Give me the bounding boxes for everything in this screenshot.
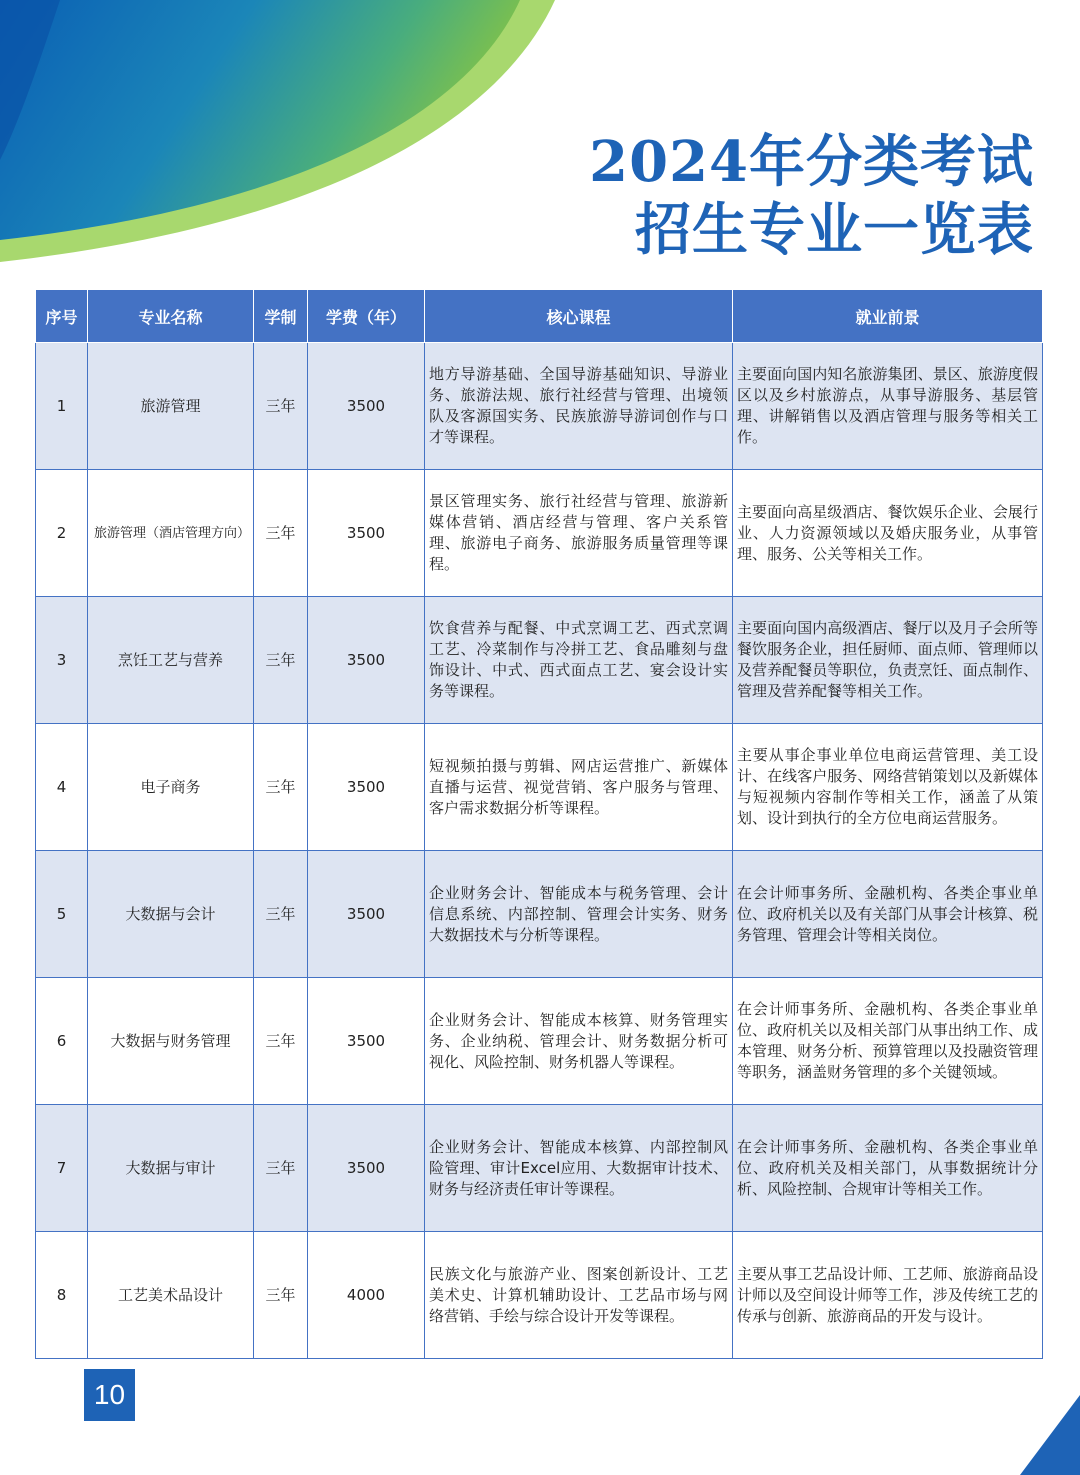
col-header-duration: 学制: [254, 290, 308, 343]
cell-courses: 短视频拍摄与剪辑、网店运营推广、新媒体直播与运营、视觉营销、客户服务与管理、客户需求数据分析等课程。: [425, 724, 733, 851]
bottom-corner-decoration: [1020, 1395, 1080, 1475]
table-row: [36, 343, 1043, 470]
cell-fee: 4000: [308, 1232, 425, 1359]
col-header-prospects: 就业前景: [733, 290, 1043, 343]
cell-courses: 企业财务会计、智能成本与税务管理、会计信息系统、内部控制、管理会计实务、财务大数据技术与分析等课程。: [425, 851, 733, 978]
cell-prospects: 主要面向国内高级酒店、餐厅以及月子会所等餐饮服务企业，担任厨师、面点师、管理师以及营养配餐员等职位，负责烹饪、面点制作、管理及营养配餐等相关工作。: [733, 597, 1043, 724]
col-header-fee: 学费（年）: [308, 290, 425, 343]
cell-fee: 3500: [308, 343, 425, 470]
cell-courses: 地方导游基础、全国导游基础知识、导游业务、旅游法规、旅行社经营与管理、出境领队及客源国实务、民族旅游导游词创作与口才等课程。: [425, 343, 733, 470]
title-line-1: 2024年分类考试: [589, 129, 1034, 195]
table-row: [36, 851, 1043, 978]
cell-prospects: 在会计师事务所、金融机构、各类企事业单位、政府机关以及相关部门从事出纳工作、成本管理、财务分析、预算管理以及投融资管理等职务，涵盖财务管理的多个关键领域。: [733, 978, 1043, 1105]
cell-fee: 3500: [308, 597, 425, 724]
cell-duration: 三年: [254, 1105, 308, 1232]
cell-fee: 3500: [308, 851, 425, 978]
cell-courses: 企业财务会计、智能成本核算、财务管理实务、企业纳税、管理会计、财务数据分析可视化、风险控制、财务机器人等课程。: [425, 978, 733, 1105]
page-title: [589, 128, 1034, 264]
cell-duration: 三年: [254, 343, 308, 470]
cell-fee: 3500: [308, 1105, 425, 1232]
cell-duration: 三年: [254, 978, 308, 1105]
cell-no: 4: [36, 724, 88, 851]
col-header-name: 专业名称: [88, 290, 254, 343]
table-row: [36, 1232, 1043, 1359]
table-row: [36, 1105, 1043, 1232]
table-row: [36, 978, 1043, 1105]
cell-name: 烹饪工艺与营养: [88, 597, 254, 724]
cell-prospects: 在会计师事务所、金融机构、各类企事业单位、政府机关及相关部门，从事数据统计分析、风险控制、合规审计等相关工作。: [733, 1105, 1043, 1232]
cell-prospects: 主要面向高星级酒店、餐饮娱乐企业、会展行业、人力资源领域以及婚庆服务业，从事管理、服务、公关等相关工作。: [733, 470, 1043, 597]
cell-courses: 民族文化与旅游产业、图案创新设计、工艺美术史、计算机辅助设计、工艺品市场与网络营销、手绘与综合设计开发等课程。: [425, 1232, 733, 1359]
table-row: [36, 470, 1043, 597]
cell-name: 旅游管理（酒店管理方向）: [88, 470, 254, 597]
cell-no: 1: [36, 343, 88, 470]
cell-courses: 景区管理实务、旅行社经营与管理、旅游新媒体营销、酒店经营与管理、客户关系管理、旅游电子商务、旅游服务质量管理等课程。: [425, 470, 733, 597]
table-row: [36, 597, 1043, 724]
cell-no: 6: [36, 978, 88, 1105]
cell-duration: 三年: [254, 470, 308, 597]
cell-prospects: 主要从事企事业单位电商运营管理、美工设计、在线客户服务、网络营销策划以及新媒体与短视频内容制作等相关工作，涵盖了从策划、设计到执行的全方位电商运营服务。: [733, 724, 1043, 851]
col-header-courses: 核心课程: [425, 290, 733, 343]
cell-prospects: 主要面向国内知名旅游集团、景区、旅游度假区以及乡村旅游点，从事导游服务、基层管理、讲解销售以及酒店管理与服务等相关工作。: [733, 343, 1043, 470]
corner-decoration: [0, 0, 560, 270]
table-row: [36, 724, 1043, 851]
cell-fee: 3500: [308, 470, 425, 597]
cell-name: 大数据与审计: [88, 1105, 254, 1232]
cell-name: 大数据与会计: [88, 851, 254, 978]
cell-duration: 三年: [254, 851, 308, 978]
cell-name: 大数据与财务管理: [88, 978, 254, 1105]
majors-table: [35, 289, 1043, 1359]
cell-name: 工艺美术品设计: [88, 1232, 254, 1359]
col-header-no: 序号: [36, 290, 88, 343]
cell-courses: 企业财务会计、智能成本核算、内部控制风险管理、审计Excel应用、大数据审计技术、财务与经济责任审计等课程。: [425, 1105, 733, 1232]
table-header-row: [36, 290, 1043, 343]
cell-no: 5: [36, 851, 88, 978]
cell-courses: 饮食营养与配餐、中式烹调工艺、西式烹调工艺、冷菜制作与冷拼工艺、食品雕刻与盘饰设计、中式、西式面点工艺、宴会设计实务等课程。: [425, 597, 733, 724]
cell-name: 电子商务: [88, 724, 254, 851]
cell-no: 8: [36, 1232, 88, 1359]
cell-duration: 三年: [254, 724, 308, 851]
cell-fee: 3500: [308, 978, 425, 1105]
cell-no: 7: [36, 1105, 88, 1232]
cell-no: 3: [36, 597, 88, 724]
page-number: 10: [84, 1369, 135, 1421]
cell-no: 2: [36, 470, 88, 597]
cell-duration: 三年: [254, 597, 308, 724]
title-line-2: 招生专业一览表: [635, 197, 1034, 263]
cell-prospects: 主要从事工艺品设计师、工艺师、旅游商品设计师以及空间设计师等工作，涉及传统工艺的传承与创新、旅游商品的开发与设计。: [733, 1232, 1043, 1359]
cell-prospects: 在会计师事务所、金融机构、各类企事业单位、政府机关以及有关部门从事会计核算、税务管理、管理会计等相关岗位。: [733, 851, 1043, 978]
cell-duration: 三年: [254, 1232, 308, 1359]
cell-name: 旅游管理: [88, 343, 254, 470]
cell-fee: 3500: [308, 724, 425, 851]
